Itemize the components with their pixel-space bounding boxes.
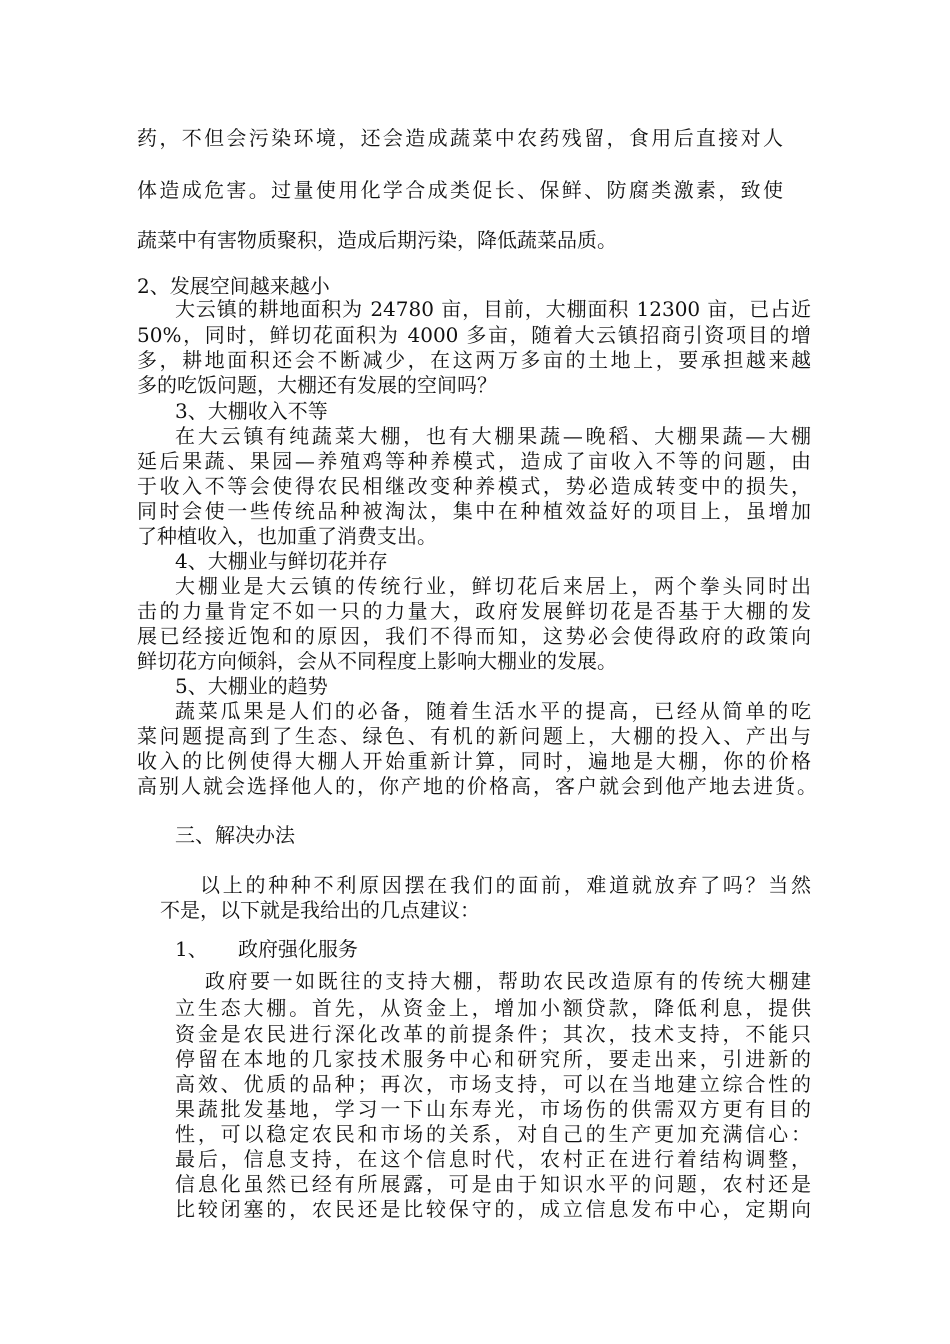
- body-line: 了种植收入，也加重了消费支出。: [137, 524, 437, 548]
- body-line: 在大云镇有纯蔬菜大棚，也有大棚果蔬—晚稻、大棚果蔬—大棚: [175, 424, 811, 448]
- body-line: 体造成危害。过量使用化学合成类促长、保鲜、防腐类激素，致使: [137, 178, 783, 202]
- body-line: 多，耕地面积还会不断减少，在这两万多亩的土地上，要承担越来越: [137, 348, 811, 372]
- body-line: 多的吃饭问题，大棚还有发展的空间吗？: [137, 373, 497, 397]
- intro-line: 以上的种种不利原因摆在我们的面前，难道就放弃了吗？当然: [200, 873, 811, 897]
- body-line: 停留在本地的几家技术服务中心和研究所，要走出来，引进新的: [175, 1047, 811, 1071]
- list-item-title: 政府强化服务: [238, 937, 358, 961]
- list-item-number: 1、: [175, 937, 208, 961]
- section-heading: 4、大棚业与鲜切花并存: [175, 549, 388, 573]
- body-line: 展已经接近饱和的原因，我们不得而知，这势必会使得政府的政策向: [137, 624, 811, 648]
- section-heading: 2、发展空间越来越小: [137, 274, 330, 298]
- body-line: 性，可以稳定农民和市场的关系，对自己的生产更加充满信心：: [175, 1122, 811, 1146]
- body-line: 资金是农民进行深化改革的前提条件；其次，技术支持，不能只: [175, 1022, 811, 1046]
- body-line: 延后果蔬、果园—养殖鸡等种养模式，造成了亩收入不等的问题，由: [137, 449, 811, 473]
- body-line: 立生态大棚。首先，从资金上，增加小额贷款，降低利息，提供: [175, 996, 811, 1020]
- body-line: 高效、优质的品种；再次，市场支持，可以在当地建立综合性的: [175, 1072, 811, 1096]
- section-heading: 5、大棚业的趋势: [175, 674, 328, 698]
- body-line: 药，不但会污染环境，还会造成蔬菜中农药残留，食用后直接对人: [137, 126, 783, 150]
- body-line: 蔬菜中有害物质聚积，造成后期污染，降低蔬菜品质。: [137, 228, 617, 252]
- body-line: 政府要一如既往的支持大棚，帮助农民改造原有的传统大棚建: [205, 969, 811, 993]
- body-line: 比较闭塞的，农民还是比较保守的，成立信息发布中心，定期向: [175, 1197, 811, 1221]
- body-line: 信息化虽然已经有所展露，可是由于知识水平的问题，农村还是: [175, 1172, 811, 1196]
- body-line: 高别人就会选择他人的，你产地的价格高，客户就会到他产地去进货。: [137, 774, 817, 798]
- body-line: 菜问题提高到了生态、绿色、有机的新问题上，大棚的投入、产出与: [137, 724, 811, 748]
- body-line: 大棚业是大云镇的传统行业，鲜切花后来居上，两个拳头同时出: [175, 574, 811, 598]
- body-line: 50%，同时，鲜切花面积为 4000 多亩，随着大云镇招商引资项目的增: [137, 323, 811, 347]
- body-line: 蔬菜瓜果是人们的必备，随着生活水平的提高，已经从简单的吃: [175, 699, 811, 723]
- body-line: 于收入不等会使得农民相继改变种养模式，势必造成转变中的损失，: [137, 474, 811, 498]
- body-line: 收入的比例使得大棚人开始重新计算，同时，遍地是大棚，你的价格: [137, 749, 811, 773]
- body-line: 鲜切花方向倾斜，会从不同程度上影响大棚业的发展。: [137, 649, 617, 673]
- intro-line: 不是，以下就是我给出的几点建议：: [160, 898, 480, 922]
- body-line: 果蔬批发基地，学习一下山东寿光，市场伤的供需双方更有目的: [175, 1097, 811, 1121]
- part-heading: 三、解决办法: [175, 823, 295, 847]
- body-line: 击的力量肯定不如一只的力量大，政府发展鲜切花是否基于大棚的发: [137, 599, 811, 623]
- section-heading: 3、大棚收入不等: [175, 399, 328, 423]
- body-line: 大云镇的耕地面积为 24780 亩，目前，大棚面积 12300 亩，已占近: [175, 297, 811, 321]
- body-line: 同时会使一些传统品种被淘汰，集中在种植效益好的项目上，虽增加: [137, 499, 811, 523]
- body-line: 最后，信息支持，在这个信息时代，农村正在进行着结构调整，: [175, 1147, 811, 1171]
